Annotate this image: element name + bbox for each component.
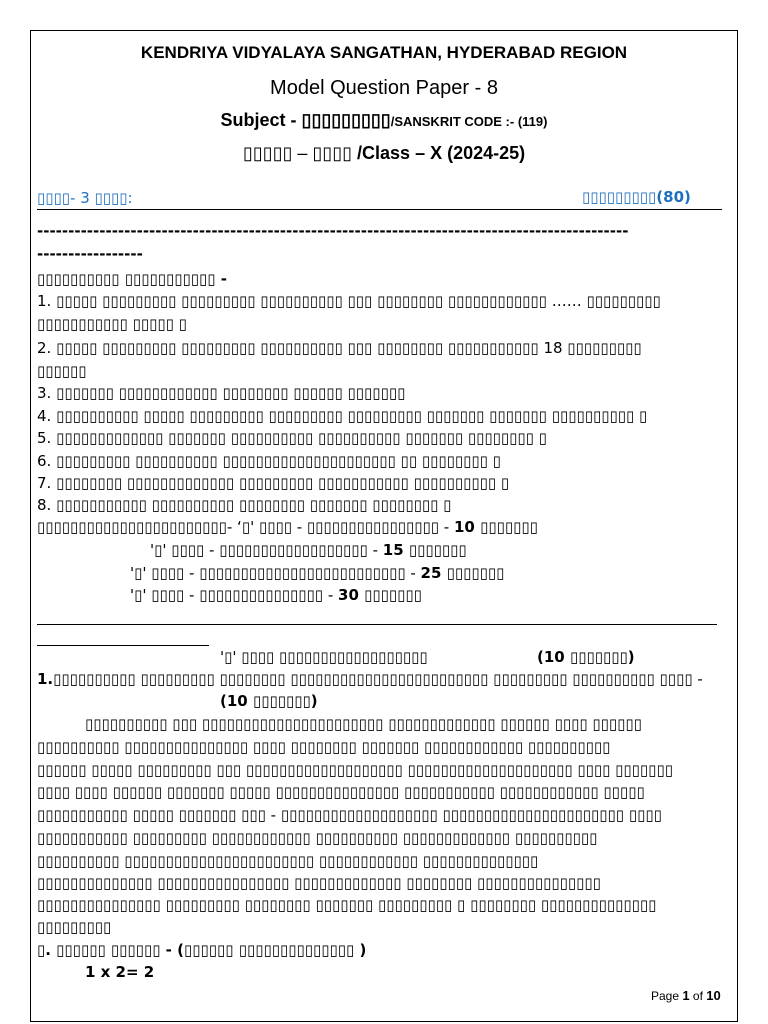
max-marks	[582, 187, 691, 207]
instruction-item: 5. ▯▯▯▯▯▯▯▯▯▯▯▯▯ ▯▯▯▯▯▯▯ ▯▯▯▯▯▯▯▯▯▯ ▯▯▯▯▯▯▯▯▯▯ ▯▯▯▯▯▯▯ ▯▯▯▯▯▯▯▯ ▯	[37, 429, 547, 447]
instruction-item: 8. ▯▯▯▯▯▯▯▯▯▯▯ ▯▯▯▯▯▯▯▯▯▯ ▯▯▯▯▯▯▯▯ ▯▯▯▯▯▯▯ ▯▯▯▯▯▯▯▯ ▯	[37, 496, 452, 514]
sections-row	[150, 540, 467, 560]
section-a-title: '▯' ▯▯▯▯ ▯▯▯▯▯▯▯▯▯▯▯▯▯▯▯▯▯▯	[220, 648, 428, 666]
subject-line	[30, 108, 738, 134]
class-line	[30, 141, 738, 165]
subject-prefix: Subject -	[220, 110, 302, 130]
instruction-item: 6. ▯▯▯▯▯▯▯▯▯ ▯▯▯▯▯▯▯▯▯▯ ▯▯▯▯▯▯▯▯▯▯▯▯▯▯▯▯▯▯▯▯▯ ▯▯ ▯▯▯▯▯▯▯▯ ▯	[37, 452, 501, 470]
passage-line: ▯▯▯▯▯▯▯▯▯	[37, 918, 112, 936]
sections-label: ▯▯▯▯▯▯▯▯▯▯▯▯▯▯▯▯▯▯▯▯▯▯▯-	[37, 518, 238, 536]
class-english: /Class – X (2024-25)	[357, 143, 526, 163]
underline-separator	[37, 624, 717, 625]
dash-separator: -----------------------------------------------------------------------------------------------	[37, 222, 629, 240]
sections-row	[130, 585, 422, 605]
question-number: 1.	[37, 670, 54, 688]
passage-line: ▯▯▯▯▯▯▯▯▯▯ ▯▯▯▯▯▯▯▯▯▯▯▯▯▯▯ ▯▯▯▯ ▯▯▯▯▯▯▯▯ ▯▯▯▯▯▯▯ ▯▯▯▯▯▯▯▯▯▯▯▯ ▯▯▯▯▯▯▯▯▯▯	[37, 738, 611, 756]
instruction-item: ▯▯▯▯▯▯	[37, 362, 87, 380]
class-local: ▯▯▯▯▯ – ▯▯▯▯	[242, 143, 358, 163]
passage-line: ▯▯▯▯ ▯▯▯▯ ▯▯▯▯▯▯ ▯▯▯▯▯▯▯ ▯▯▯▯▯ ▯▯▯▯▯▯▯▯▯▯▯▯▯▯▯ ▯▯▯▯▯▯▯▯▯▯▯ ▯▯▯▯▯▯▯▯▯▯▯▯ ▯▯▯▯▯	[37, 783, 645, 801]
meta-divider	[37, 209, 722, 210]
page-current: 1	[682, 988, 690, 1003]
sub-question-marks: 1 x 2= 2	[85, 963, 155, 981]
passage-line: ▯▯▯▯▯▯▯▯▯▯ ▯▯▯ ▯▯▯▯▯▯▯▯▯▯▯▯▯▯▯▯▯▯▯▯▯▯ ▯▯▯▯▯▯▯▯▯▯▯▯▯ ▯▯▯▯▯▯ ▯▯▯▯ ▯▯▯▯▯▯	[85, 715, 642, 733]
instruction-item: ▯▯▯▯▯▯▯▯▯▯▯ ▯▯▯▯▯ ▯	[37, 315, 187, 333]
max-marks-label: ▯▯▯▯▯▯▯▯▯	[582, 188, 657, 206]
sections-row	[37, 517, 538, 537]
sections-row	[130, 563, 504, 583]
instruction-item: 4. ▯▯▯▯▯▯▯▯▯▯ ▯▯▯▯▯ ▯▯▯▯▯▯▯▯▯ ▯▯▯▯▯▯▯▯▯ ▯▯▯▯▯▯▯▯▯ ▯▯▯▯▯▯▯ ▯▯▯▯▯▯▯ ▯▯▯▯▯▯▯▯▯▯ ▯	[37, 407, 648, 425]
section-name: '▯' ▯▯▯▯ - ▯▯▯▯▯▯▯▯▯▯▯▯▯▯▯▯▯▯ -	[150, 541, 383, 559]
page-word: Page	[651, 989, 683, 1003]
underline-separator-end	[37, 645, 209, 646]
instruction-item: 1. ▯▯▯▯▯ ▯▯▯▯▯▯▯▯▯ ▯▯▯▯▯▯▯▯▯ ▯▯▯▯▯▯▯▯▯▯ ▯▯▯ ▯▯▯▯▯▯▯▯ ▯▯▯▯▯▯▯▯▯▯▯▯ …… ▯▯▯▯▯▯▯▯▯	[37, 292, 661, 310]
page-total: 10	[706, 988, 721, 1003]
passage-line: ▯▯▯▯▯▯▯▯▯▯▯▯▯▯▯ ▯▯▯▯▯▯▯▯▯ ▯▯▯▯▯▯▯▯ ▯▯▯▯▯▯▯ ▯▯▯▯▯▯▯▯▯ ▯ ▯▯▯▯▯▯▯▯ ▯▯▯▯▯▯▯▯▯▯▯▯▯▯	[37, 896, 657, 914]
passage-line: ▯▯▯▯▯▯▯▯▯▯▯ ▯▯▯▯▯ ▯▯▯▯▯▯▯ ▯▯▯ - ▯▯▯▯▯▯▯▯▯▯▯▯▯▯▯▯▯▯▯ ▯▯▯▯▯▯▯▯▯▯▯▯▯▯▯▯▯▯▯▯▯▯ ▯▯▯▯	[37, 806, 662, 824]
section-marks: 30	[338, 586, 365, 604]
section-unit: ▯▯▯▯▯▯▯	[480, 518, 538, 536]
subject-code: /SANSKRIT CODE :- (119)	[390, 114, 548, 129]
time-allowed: ▯▯▯▯- 3 ▯▯▯▯:	[37, 189, 133, 207]
page-of: of	[689, 989, 707, 1003]
instructions-heading: ▯▯▯▯▯▯▯▯▯▯ ▯▯▯▯▯▯▯▯▯▯▯ -	[37, 270, 228, 288]
instruction-item: 2. ▯▯▯▯▯ ▯▯▯▯▯▯▯▯▯ ▯▯▯▯▯▯▯▯▯ ▯▯▯▯▯▯▯▯▯▯ ▯▯▯ ▯▯▯▯▯▯▯▯ ▯▯▯▯▯▯▯▯▯▯▯ 18 ▯▯▯▯▯▯▯▯▯	[37, 339, 642, 357]
section-marks: 15	[382, 541, 409, 559]
passage-line: ▯▯▯▯▯▯▯▯▯▯▯ ▯▯▯▯▯▯▯▯▯ ▯▯▯▯▯▯▯▯▯▯▯▯ ▯▯▯▯▯▯▯▯▯▯ ▯▯▯▯▯▯▯▯▯▯▯▯▯ ▯▯▯▯▯▯▯▯▯▯	[37, 829, 598, 847]
passage-line: ▯▯▯▯▯▯ ▯▯▯▯▯ ▯▯▯▯▯▯▯▯▯ ▯▯▯ ▯▯▯▯▯▯▯▯▯▯▯▯▯▯▯▯▯▯▯ ▯▯▯▯▯▯▯▯▯▯▯▯▯▯▯▯▯▯▯▯ ▯▯▯▯ ▯▯▯▯▯▯▯	[37, 761, 673, 779]
section-marks: 10	[453, 518, 481, 536]
passage-line: ▯▯▯▯▯▯▯▯▯▯▯▯▯▯ ▯▯▯▯▯▯▯▯▯▯▯▯▯▯▯▯ ▯▯▯▯▯▯▯▯▯▯▯▯▯ ▯▯▯▯▯▯▯▯ ▯▯▯▯▯▯▯▯▯▯▯▯▯▯▯	[37, 874, 601, 892]
section-unit: ▯▯▯▯▯▯▯	[408, 541, 467, 559]
section-unit: ▯▯▯▯▯▯▯	[446, 564, 505, 582]
sub-question-label: ▯. ▯▯▯▯▯▯ ▯▯▯▯▯▯ - (▯▯▯▯▯▯ ▯▯▯▯▯▯▯▯▯▯▯▯▯▯ )	[37, 941, 367, 959]
dash-separator-end: -----------------	[37, 245, 143, 263]
paper-title: Model Question Paper - 8	[270, 77, 498, 99]
subject-local: ▯▯▯▯▯▯▯▯▯	[301, 110, 391, 130]
instruction-item: 7. ▯▯▯▯▯▯▯▯ ▯▯▯▯▯▯▯▯▯▯▯▯▯ ▯▯▯▯▯▯▯▯▯ ▯▯▯▯▯▯▯▯▯▯▯ ▯▯▯▯▯▯▯▯▯▯ ▯	[37, 474, 510, 492]
question-1-marks: (10 ▯▯▯▯▯▯▯)	[220, 692, 318, 710]
max-marks-value: (80)	[656, 188, 691, 206]
section-name: ‘▯' ▯▯▯▯ - ▯▯▯▯▯▯▯▯▯▯▯▯▯▯▯▯ -	[237, 518, 454, 536]
instruction-item: 3. ▯▯▯▯▯▯▯ ▯▯▯▯▯▯▯▯▯▯▯▯ ▯▯▯▯▯▯▯▯ ▯▯▯▯▯▯ ▯▯▯▯▯▯▯	[37, 384, 406, 402]
section-a-marks: (10 ▯▯▯▯▯▯▯)	[537, 648, 635, 666]
section-name: '▯' ▯▯▯▯ - ▯▯▯▯▯▯▯▯▯▯▯▯▯▯▯▯▯▯▯▯▯▯▯▯▯ -	[130, 564, 421, 582]
question-text: ▯▯▯▯▯▯▯▯▯▯ ▯▯▯▯▯▯▯▯▯ ▯▯▯▯▯▯▯▯ ▯▯▯▯▯▯▯▯▯▯▯▯▯▯▯▯▯▯▯▯▯▯▯▯ ▯▯▯▯▯▯▯▯▯ ▯▯▯▯▯▯▯▯▯▯ ▯▯▯▯ -	[53, 670, 703, 688]
page-number	[651, 988, 721, 1003]
organization-title: KENDRIYA VIDYALAYA SANGATHAN, HYDERABAD REGION	[140, 43, 628, 62]
section-name: '▯' ▯▯▯▯ - ▯▯▯▯▯▯▯▯▯▯▯▯▯▯▯ -	[130, 586, 339, 604]
section-unit: ▯▯▯▯▯▯▯	[364, 586, 422, 604]
question-1	[37, 669, 703, 689]
section-marks: 25	[420, 564, 447, 582]
passage-line: ▯▯▯▯▯▯▯▯▯▯ ▯▯▯▯▯▯▯▯▯▯▯▯▯▯▯▯▯▯▯▯▯▯▯ ▯▯▯▯▯▯▯▯▯▯▯▯ ▯▯▯▯▯▯▯▯▯▯▯▯▯▯	[37, 852, 539, 870]
